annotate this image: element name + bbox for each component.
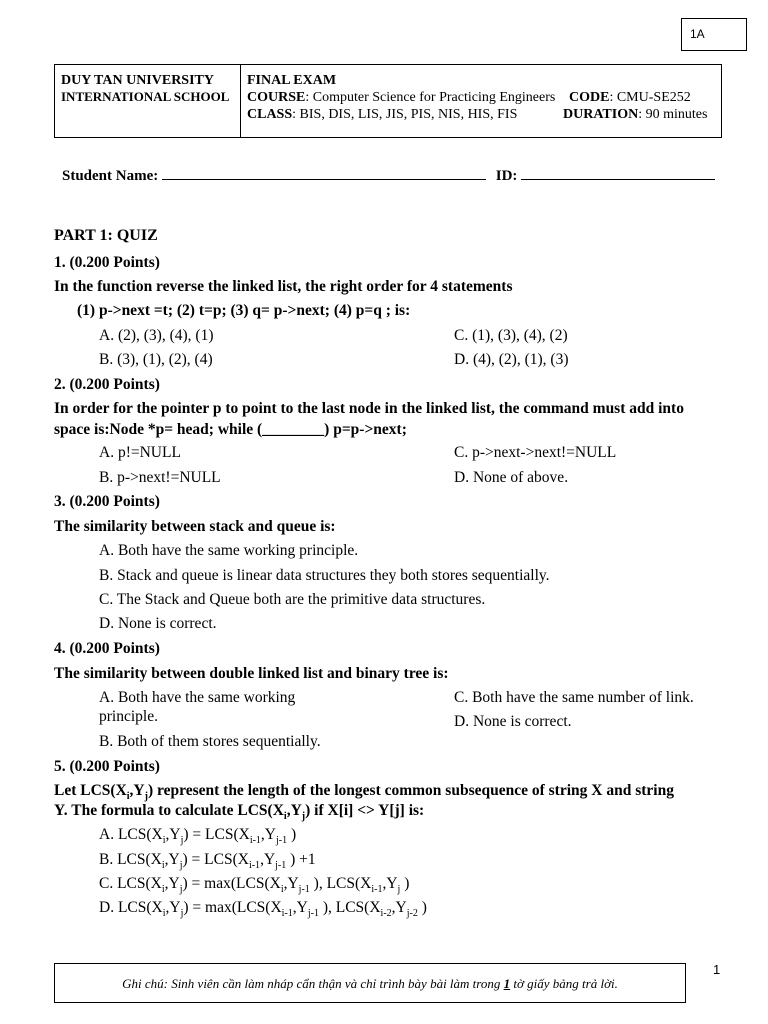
q5-option-d[interactable] [99, 898, 427, 923]
q4-option-d[interactable]: D. None is correct. [454, 713, 572, 730]
q2-option-b[interactable]: B. p->next!=NULL [99, 469, 221, 486]
q1-points: 1. (0.200 Points) [54, 254, 160, 271]
q4-stem: The similarity between double linked list and binary tree is: [54, 665, 449, 682]
exam-code: 1A [690, 27, 705, 41]
q5d-sub: i-2 [380, 908, 392, 920]
q5-stem-text: Let LCS(X [54, 782, 127, 799]
q3-option-b[interactable]: B. Stack and queue is linear data structures they both stores sequentially. [99, 567, 550, 584]
q5c-eq: ) = max(LCS(X [182, 875, 281, 892]
q5c-close: ) [400, 875, 410, 892]
school-name: INTERNATIONAL SCHOOL [61, 89, 230, 104]
q5b-y: ,Y [260, 851, 276, 868]
q5c-sub: j [179, 884, 183, 896]
part-title: PART 1: QUIZ [54, 227, 158, 244]
q5-stem2-comma: ,Y [286, 802, 302, 819]
q4-points: 4. (0.200 Points) [54, 640, 160, 657]
q5-sub-i: i [126, 791, 130, 803]
exam-code-box [681, 18, 747, 51]
q3-points: 3. (0.200 Points) [54, 493, 160, 510]
footer-note-end: tờ giấy bảng trả lời. [510, 976, 618, 991]
footer-note-text: Ghi chú: Sinh viên cần làm nháp cẩn thận và chỉ trình bày bài làm trong [122, 976, 504, 991]
q3-option-c[interactable]: C. The Stack and Queue both are the primitive data structures. [99, 591, 486, 608]
q5a-close: ) [287, 826, 297, 843]
q5d-y: ,Y [292, 899, 308, 916]
q5c-y: ,Y [382, 875, 398, 892]
class-row [247, 106, 721, 123]
duration-label: DURATION [563, 107, 639, 122]
q5a-sub: j-1 [276, 835, 288, 847]
q5b-sub: j-1 [275, 860, 287, 872]
q5d-prefix: D. LCS(X [99, 899, 163, 916]
q1-stem: In the function reverse the linked list, the right order for 4 statements [54, 278, 513, 295]
footer-note [54, 963, 686, 1003]
institution-block [55, 65, 241, 137]
student-id-blank[interactable] [521, 167, 715, 180]
q5a-sub: i [162, 835, 166, 847]
page-number: 1 [713, 962, 721, 977]
q5b-sub: j [179, 860, 183, 872]
q5-points: 5. (0.200 Points) [54, 758, 160, 775]
q2-option-c[interactable]: C. p->next->next!=NULL [454, 444, 617, 461]
course-value: : Computer Science for Practicing Engineers [305, 90, 556, 105]
q5c-sub: j-1 [298, 884, 310, 896]
q5d-sub: i-1 [281, 908, 293, 920]
q5d-eq: ) = max(LCS(X [183, 899, 282, 916]
q5a-sub: j [180, 835, 184, 847]
exam-header [54, 64, 722, 138]
q2-option-d[interactable]: D. None of above. [454, 469, 569, 486]
code-label: CODE [569, 90, 610, 105]
q1-option-c[interactable]: C. (1), (3), (4), (2) [454, 327, 568, 344]
q5d-y: ,Y [391, 899, 407, 916]
footer-note-number: 1 [503, 976, 511, 991]
q1-option-b[interactable]: B. (3), (1), (2), (4) [99, 351, 213, 368]
q5c-sub: i-1 [371, 884, 383, 896]
q5-stem2-sub-i: i [283, 811, 287, 823]
q5-stem2-sub-j: j [301, 811, 306, 823]
q5c-sub: j [397, 884, 401, 896]
q5c-mid: ), LCS(X [309, 875, 372, 892]
student-id-label: ID: [495, 168, 518, 184]
q5d-sub: i [162, 908, 166, 920]
q5-stem-rest: ) represent the length of the longest common subsequence of string X and string [147, 782, 674, 799]
q5-stem-comma: ,Y [129, 782, 145, 799]
q5b-y: ,Y [164, 851, 180, 868]
q1-option-d[interactable]: D. (4), (2), (1), (3) [454, 351, 569, 368]
q5d-sub: j [180, 908, 184, 920]
q4-option-a[interactable] [99, 688, 295, 726]
q5c-y: ,Y [283, 875, 299, 892]
q2-points: 2. (0.200 Points) [54, 376, 160, 393]
q5-option-a[interactable] [99, 825, 296, 850]
q5-option-c[interactable] [99, 874, 409, 899]
q5-option-b[interactable] [99, 850, 316, 875]
q5d-sub: j-1 [307, 908, 319, 920]
exam-info-block [247, 72, 721, 123]
q3-option-a[interactable]: A. Both have the same working principle. [99, 542, 359, 559]
student-name-blank[interactable] [162, 167, 486, 180]
q5b-prefix: B. LCS(X [99, 851, 162, 868]
university-name: DUY TAN UNIVERSITY [61, 73, 214, 88]
q5a-prefix: A. LCS(X [99, 826, 163, 843]
class-value: : BIS, DIS, LIS, JIS, PIS, NIS, HIS, FIS [292, 107, 518, 122]
q5b-eq: ) = LCS(X [182, 851, 249, 868]
q5-stem-line2 [54, 801, 424, 826]
q5c-prefix: C. LCS(X [99, 875, 162, 892]
q4-option-a-line1: A. Both have the same working [99, 689, 296, 706]
q5a-y: ,Y [165, 826, 181, 843]
q2-stem-code: space is:Node *p= head; while (________) p=p->next; [54, 421, 407, 438]
q2-stem: In order for the pointer p to point to the last node in the linked list, the command must add into [54, 400, 684, 417]
student-name-label: Student Name: [62, 168, 159, 184]
q5b-sub: i [161, 860, 165, 872]
exam-title: FINAL EXAM [247, 73, 337, 88]
q5c-y: ,Y [164, 875, 180, 892]
course-label: COURSE [247, 90, 306, 105]
q4-option-b[interactable]: B. Both of them stores sequentially. [99, 733, 321, 750]
q1-stem-statements: (1) p->next =t; (2) t=p; (3) q= p->next; (4) p=q ; is: [77, 302, 411, 319]
q5d-sub: j-2 [406, 908, 418, 920]
q2-option-a[interactable]: A. p!=NULL [99, 444, 181, 461]
q3-option-d[interactable]: D. None is correct. [99, 615, 217, 632]
q5a-eq: ) = LCS(X [183, 826, 250, 843]
q5d-close: ) [417, 899, 427, 916]
q5-stem2-text: Y. The formula to calculate LCS(X [54, 802, 284, 819]
q5d-y: ,Y [165, 899, 181, 916]
q4-option-c[interactable]: C. Both have the same number of link. [454, 689, 694, 706]
course-row [247, 89, 721, 106]
q3-stem: The similarity between stack and queue is: [54, 518, 336, 535]
q5c-sub: i [280, 884, 284, 896]
student-info-line [62, 167, 715, 185]
q4-option-a-line2: principle. [99, 708, 158, 725]
q1-option-a[interactable]: A. (2), (3), (4), (1) [99, 327, 214, 344]
q5b-close: ) +1 [286, 851, 316, 868]
duration-value: : 90 minutes [638, 107, 708, 122]
q5-stem2-rest: ) if X[i] <> Y[j] is: [305, 802, 425, 819]
q5a-sub: i-1 [249, 835, 261, 847]
q5b-sub: i-1 [248, 860, 261, 872]
class-label: CLASS [247, 107, 293, 122]
q5c-sub: i [161, 884, 165, 896]
code-value: : CMU-SE252 [609, 90, 691, 105]
q5a-y: ,Y [260, 826, 276, 843]
q5d-mid: ), LCS(X [318, 899, 381, 916]
q5-sub-j: j [144, 791, 148, 803]
